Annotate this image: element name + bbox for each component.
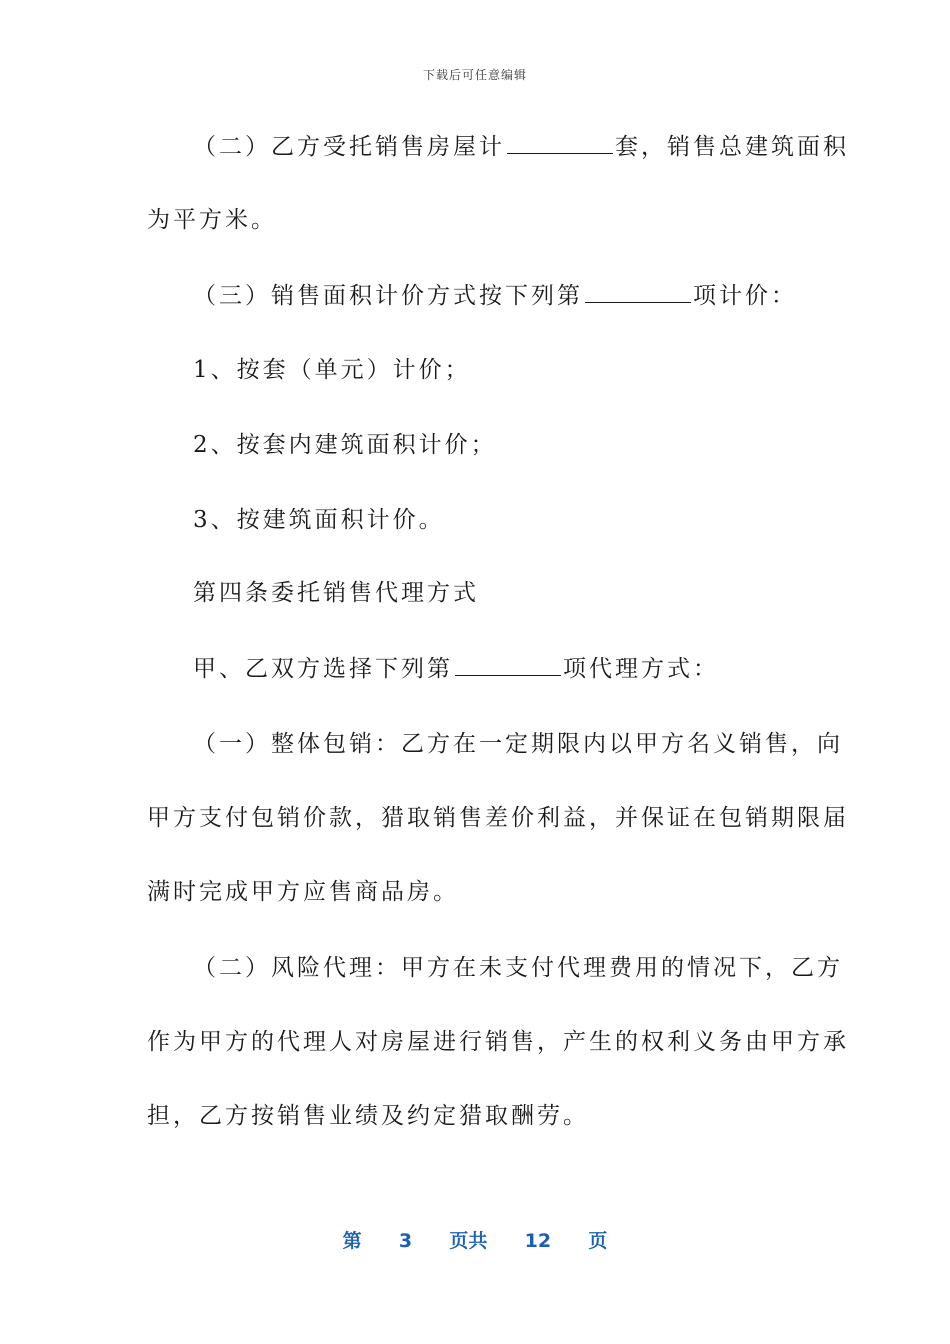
option-2-line-3: 担，乙方按销售业绩及约定猎取酬劳。	[147, 1103, 589, 1129]
paragraph-agency-choice	[193, 653, 719, 684]
footer-total-pages: 12	[524, 1230, 552, 1252]
footer-current-page: 3	[398, 1230, 413, 1252]
footer-prefix: 第	[342, 1230, 362, 1252]
option-1-line-3: 满时完成甲方应售商品房。	[147, 879, 459, 905]
text-agency-choice-b: 项代理方式：	[563, 656, 719, 682]
text-agency-choice-a: 甲、乙双方选择下列第	[193, 656, 453, 682]
list-item-pricing-3: 3、按建筑面积计价。	[193, 507, 445, 533]
list-item-pricing-2: 2、按套内建筑面积计价；	[193, 432, 497, 458]
paragraph-sales-units	[193, 131, 849, 162]
paragraph-sales-units-cont: 为平方米。	[147, 207, 277, 233]
text-sales-units-a: （二）乙方受托销售房屋计	[193, 134, 505, 160]
blank-units-count[interactable]	[507, 131, 613, 154]
page-footer	[0, 1226, 950, 1253]
footer-suffix: 页	[588, 1230, 608, 1252]
text-pricing-method-a: （三）销售面积计价方式按下列第	[193, 283, 583, 309]
paragraph-pricing-method	[193, 280, 797, 311]
option-1-line-2: 甲方支付包销价款，猎取销售差价利益，并保证在包销期限届	[147, 805, 849, 831]
blank-pricing-option[interactable]	[585, 280, 691, 303]
text-sales-units-b: 套，销售总建筑面积	[615, 134, 849, 160]
option-2-line-2: 作为甲方的代理人对房屋进行销售，产生的权利义务由甲方承	[147, 1029, 849, 1055]
text-pricing-method-b: 项计价：	[693, 283, 797, 309]
list-item-pricing-1: 1、按套（单元）计价；	[193, 357, 471, 383]
blank-agency-option[interactable]	[455, 653, 561, 676]
option-2-line-1: （二）风险代理：甲方在未支付代理费用的情况下，乙方	[193, 955, 843, 981]
footer-mid: 页共	[449, 1230, 488, 1252]
article-4-heading: 第四条委托销售代理方式	[193, 580, 479, 606]
page-header-note: 下载后可任意编辑	[422, 68, 527, 82]
option-1-line-1: （一）整体包销：乙方在一定期限内以甲方名义销售，向	[193, 731, 843, 757]
